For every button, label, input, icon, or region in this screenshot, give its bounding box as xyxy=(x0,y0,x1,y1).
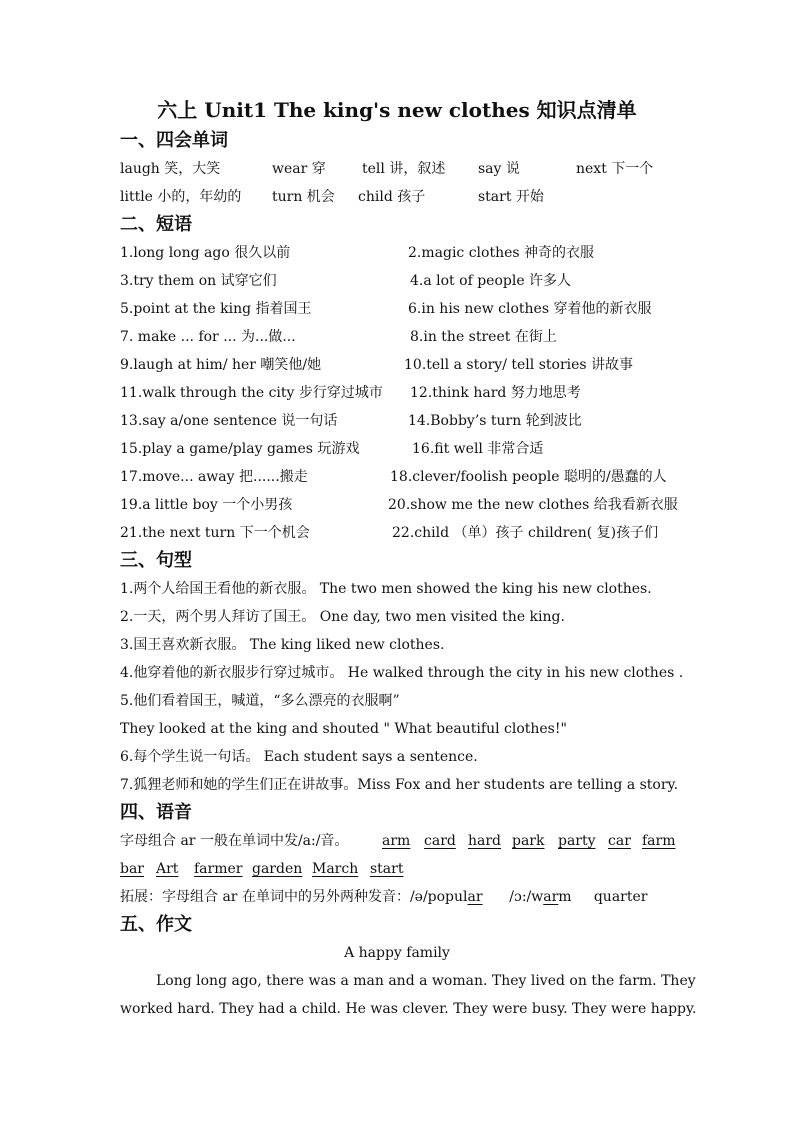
phrase-item: 10.tell a story/ tell stories 讲故事 xyxy=(404,357,634,373)
word-item: child 孩子 xyxy=(358,189,426,205)
phonics-word: Art xyxy=(156,861,179,877)
phrase-item: 11.walk through the city 步行穿过城市 xyxy=(120,385,383,401)
word-item: next 下一个 xyxy=(576,161,654,177)
extension-warm-end: m xyxy=(558,889,572,905)
word-item: say 说 xyxy=(478,161,520,177)
extension-label: 拓展：字母组合 ar 在单词中的另外两种发音：/ə/popul xyxy=(120,889,468,905)
phrase-item: 5.point at the king 指着国王 xyxy=(120,301,312,317)
phonics-word: arm xyxy=(382,833,411,849)
essay-title: A happy family xyxy=(344,945,450,961)
phrase-item: 14.Bobby’s turn 轮到波比 xyxy=(408,413,582,429)
word-item: turn 机会 xyxy=(272,189,335,205)
word-item: little 小的，年幼的 xyxy=(120,189,242,205)
sentence-line: 6.每个学生说一句话。 Each student says a sentence. xyxy=(120,749,478,765)
phrase-item: 8.in the street 在街上 xyxy=(410,329,557,345)
phonics-word: park xyxy=(512,833,545,849)
sentence-line: They looked at the king and shouted " What beautiful clothes!" xyxy=(120,721,567,737)
section-heading-words: 一、四会单词 xyxy=(120,130,228,151)
phonics-word: garden xyxy=(252,861,303,877)
sentence-line: 2.一天，两个男人拜访了国王。 One day, two men visited the king. xyxy=(120,609,565,625)
phrase-item: 4.a lot of people 许多人 xyxy=(410,273,572,289)
extension-mid: /ɔ:/w xyxy=(509,889,544,905)
extension-ar: ar xyxy=(467,889,483,905)
word-item: start 开始 xyxy=(478,189,544,205)
phonics-word: car xyxy=(608,833,631,849)
phrase-item: 16.fit well 非常合适 xyxy=(412,441,544,457)
phrase-item: 19.a little boy 一个小男孩 xyxy=(120,497,293,513)
phrase-item: 15.play a game/play games 玩游戏 xyxy=(120,441,360,457)
phrase-item: 3.try them on 试穿它们 xyxy=(120,273,277,289)
phonics-extension xyxy=(120,886,647,908)
sentence-line: 4.他穿着他的新衣服步行穿过城市。 He walked through the city in his new clothes . xyxy=(120,665,684,681)
phrase-item: 21.the next turn 下一个机会 xyxy=(120,525,310,541)
word-item: laugh 笑，大笑 xyxy=(120,161,221,177)
phrase-item: 22.child （单）孩子 children( 复)孩子们 xyxy=(392,525,659,541)
essay-line: worked hard. They had a child. He was clever. They were busy. They were happy. xyxy=(120,1001,697,1017)
sentence-line: 1.两个人给国王看他的新衣服。 The two men showed the king his new clothes. xyxy=(120,581,652,597)
sentence-line: 5.他们看着国王，喊道，“多么漂亮的衣服啊” xyxy=(120,693,400,709)
word-item: tell 讲，叙述 xyxy=(362,161,446,177)
phrase-item: 2.magic clothes 神奇的衣服 xyxy=(408,245,595,261)
phrase-item: 20.show me the new clothes 给我看新衣服 xyxy=(388,497,678,513)
phonics-word: hard xyxy=(468,833,502,849)
phrase-item: 17.move... away 把......搬走 xyxy=(120,469,308,485)
phonics-word: March xyxy=(312,861,359,877)
phonics-word: bar xyxy=(120,861,145,877)
phrase-item: 1.long long ago 很久以前 xyxy=(120,245,291,261)
section-heading-phonics: 四、语音 xyxy=(120,802,192,823)
phrase-item: 7. make ... for ... 为...做... xyxy=(120,329,296,345)
phrase-item: 9.laugh at him/ her 嘲笑他/她 xyxy=(120,357,322,373)
phonics-word: farmer xyxy=(194,861,243,877)
phrase-item: 13.say a/one sentence 说一句话 xyxy=(120,413,338,429)
page-title: 六上 Unit1 The king's new clothes 知识点清单 xyxy=(157,98,637,122)
sentence-line: 3.国王喜欢新衣服。 The king liked new clothes. xyxy=(120,637,445,653)
phrase-item: 6.in his new clothes 穿着他的新衣服 xyxy=(408,301,652,317)
sentence-line: 7.狐狸老师和她的学生们正在讲故事。Miss Fox and her students are telling a story. xyxy=(120,777,679,793)
phrase-item: 18.clever/foolish people 聪明的/愚蠢的人 xyxy=(390,469,667,485)
extension-warm-ar: ar xyxy=(543,889,559,905)
section-heading-writing: 五、作文 xyxy=(120,914,192,935)
extension-quarter: quarter xyxy=(593,889,648,905)
phonics-rule: 字母组合 ar 一般在单词中发/a:/音。 xyxy=(120,833,349,849)
section-heading-sentences: 三、句型 xyxy=(120,550,192,571)
word-item: wear 穿 xyxy=(272,161,326,177)
essay-line: Long long ago, there was a man and a woman. They lived on the farm. They xyxy=(156,973,696,989)
phonics-word: party xyxy=(558,833,596,849)
phonics-word: start xyxy=(370,861,404,877)
phrase-item: 12.think hard 努力地思考 xyxy=(410,385,581,401)
section-heading-phrases: 二、短语 xyxy=(120,214,192,235)
phonics-word: farm xyxy=(642,833,676,849)
phonics-word: card xyxy=(424,833,456,849)
